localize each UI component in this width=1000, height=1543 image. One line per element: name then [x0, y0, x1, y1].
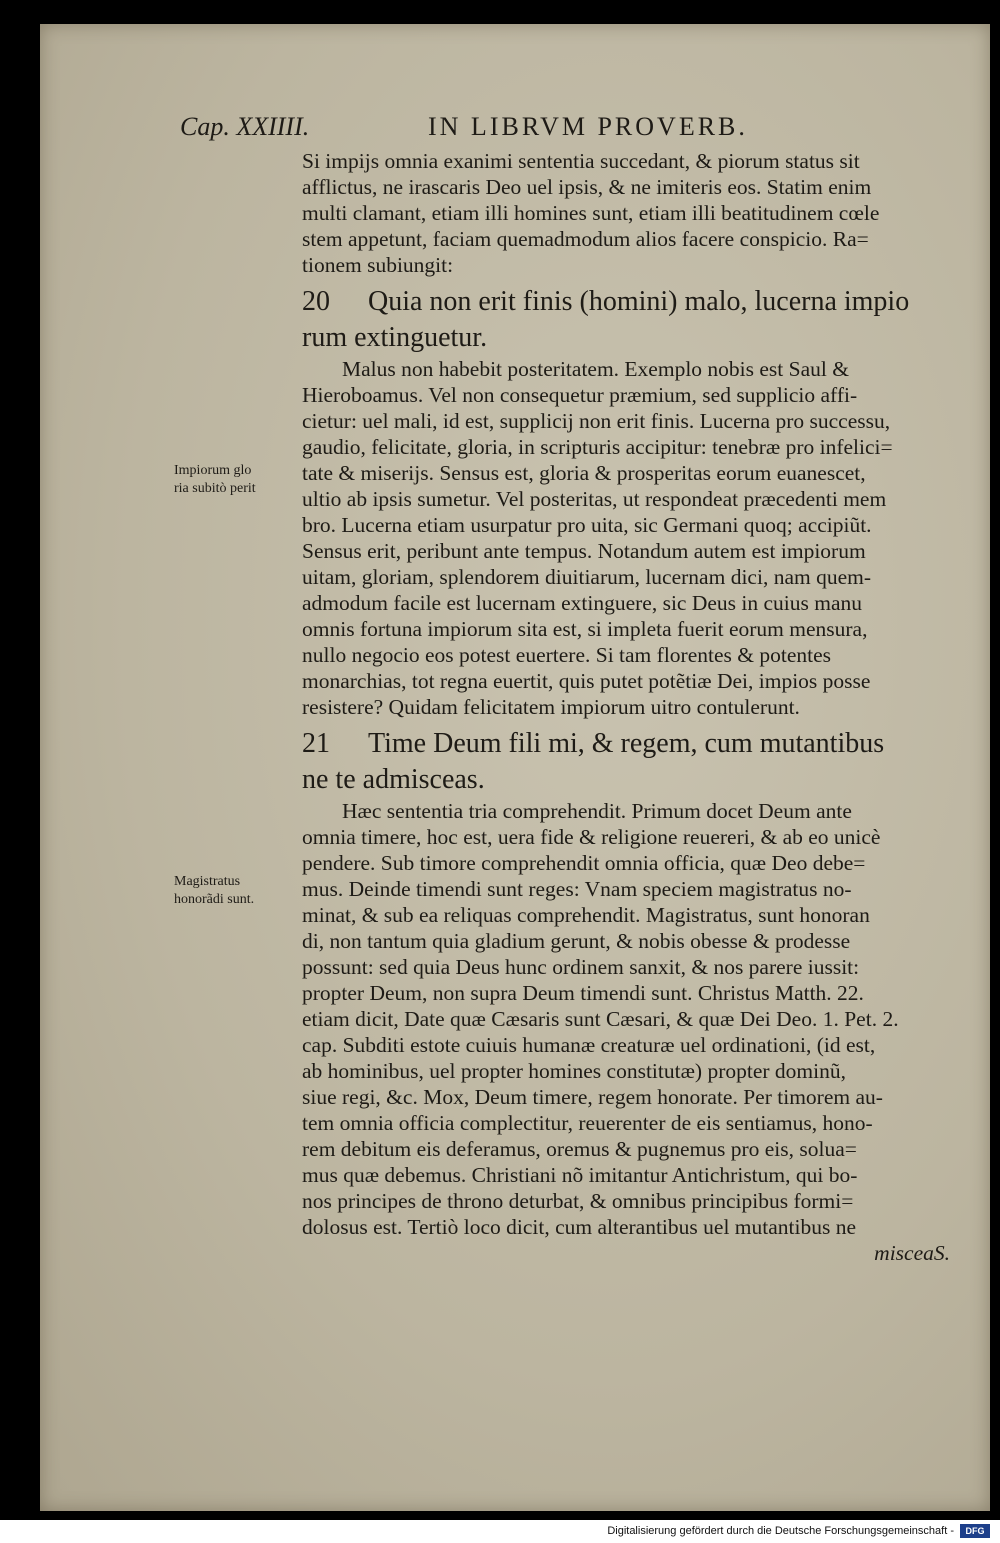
text-line: mus quæ debemus. Christiani nõ imitantur Antichristum, qui bo- [302, 1163, 858, 1187]
text-line: afflictus, ne irascaris Deo uel ipsis, & ne imiteris eos. Statim enim [302, 175, 872, 199]
text-line: tionem subiungit: [302, 253, 454, 277]
verse-line [302, 726, 950, 762]
text-line: etiam dicit, Date quæ Cæsaris sunt Cæsari, & quæ Dei Deo. 1. Pet. 2. [302, 1007, 899, 1031]
margin-note-line: Magistratus [174, 874, 241, 889]
text-line: nos principes de throno deturbat, & omnibus principibus formi= [302, 1189, 854, 1213]
verse-text: Time Deum fili mi, & regem, cum mutantibus [368, 728, 885, 759]
text-line: Sensus erit, peribunt ante tempus. Notandum autem est impiorum [302, 539, 866, 563]
text-line: multi clamant, etiam illi homines sunt, etiam illi beatitudinem cœle [302, 201, 880, 225]
text-line: rem debitum eis deferamus, oremus & pugnemus pro eis, solua= [302, 1137, 857, 1161]
text-line: Malus non habebit posteritatem. Exemplo nobis est Saul & [342, 357, 849, 381]
margin-note-line: ria subitò perit [174, 481, 256, 496]
text-line: possunt: sed quia Deus hunc ordinem sanxit, & nos parere iussit: [302, 955, 860, 979]
text-line: Hieroboamus. Vel non consequetur præmium, sed supplicio affi- [302, 383, 858, 407]
text-line: omnis fortuna impiorum sita est, si impleta fuerit eorum mensura, [302, 617, 868, 641]
text-line: di, non tantum quia gladium gerunt, & nobis obesse & prodesse [302, 929, 851, 953]
verse-line: ne te admisceas. [302, 764, 485, 795]
text-line: Hæc sententia tria comprehendit. Primum docet Deum ante [342, 799, 852, 823]
text-line: minat, & sub ea reliquas comprehendit. Magistratus, sunt honoran [302, 903, 870, 927]
text-line: admodum facile est lucernam extinguere, sic Deus in cuius manu [302, 591, 863, 615]
text-line: nullo negocio eos potest euertere. Si tam florentes & potentes [302, 643, 831, 667]
text-line: propter Deum, non supra Deum timendi sunt. Christus Matth. 22. [302, 981, 864, 1005]
text-line: tem omnia officia complectitur, reuerenter de eis sentiamus, hono- [302, 1111, 873, 1135]
verse-line [302, 284, 950, 320]
text-line: misceaS. [874, 1241, 950, 1265]
verse-text: Quia non erit finis (homini) malo, lucerna impio [368, 286, 910, 317]
funding-credit: Digitalisierung gefördert durch die Deutsche Forschungsgemeinschaft - [607, 1525, 954, 1537]
verse-number: 21 [302, 728, 330, 759]
verse-line: rum extinguetur. [302, 322, 488, 353]
margin-note [174, 462, 296, 498]
text-line: bro. Lucerna etiam usurpatur pro uita, sic Germani quoq; accipiũt. [302, 513, 872, 537]
text-line: ultio ab ipsis sumetur. Vel posteritas, ut respondeat præcedenti mem [302, 487, 887, 511]
text-line: uitam, gloriam, splendorem diuitiarum, lucernam dici, nam quem- [302, 565, 872, 589]
margin-note [174, 873, 296, 909]
running-head-title: IN LIBRVM PROVERB. [428, 112, 748, 141]
digitization-footer [0, 1520, 1000, 1543]
text-line: resistere? Quidam felicitatem impiorum uitro contulerunt. [302, 695, 800, 719]
text-line: dolosus est. Tertiò loco dicit, cum alterantibus uel mutantibus ne [302, 1215, 857, 1239]
text-line: pendere. Sub timore comprehendit omnia officia, quæ Deo debe= [302, 851, 866, 875]
text-line: monarchias, tot regna euertit, quis putet potẽtiæ Dei, impios posse [302, 669, 871, 693]
text-line: Si impijs omnia exanimi sententia succedant, & piorum status sit [302, 149, 860, 173]
text-line: tate & miserijs. Sensus est, gloria & prosperitas eorum euanescet, [302, 461, 866, 485]
text-line: stem appetunt, faciam quemadmodum alios facere conspicio. Ra= [302, 227, 869, 251]
body-text [302, 148, 950, 1266]
text-line: ab hominibus, uel propter homines constitutæ) propter dominũ, [302, 1059, 846, 1083]
text-line: siue regi, &c. Mox, Deum timere, regem honorate. Per timorem au- [302, 1085, 883, 1109]
text-line: cietur: uel mali, id est, supplicij non erit finis. Lucerna pro successu, [302, 409, 891, 433]
running-head-chapter: Cap. XXIIII. [180, 112, 310, 141]
text-line: gaudio, felicitate, gloria, in scripturis accipitur: tenebræ pro infelici= [302, 435, 893, 459]
text-line: cap. Subditi estote cuiuis humanæ creaturæ uel ordinationi, (id est, [302, 1033, 876, 1057]
verse-number: 20 [302, 286, 330, 317]
text-line: omnia timere, hoc est, uera fide & religione reuereri, & ab eo unicè [302, 825, 881, 849]
margin-note-line: Impiorum glo [174, 463, 252, 478]
dfg-logo: DFG [960, 1524, 990, 1538]
text-line: mus. Deinde timendi sunt reges: Vnam speciem magistratus no- [302, 877, 852, 901]
margin-note-line: honorãdi sunt. [174, 892, 255, 907]
